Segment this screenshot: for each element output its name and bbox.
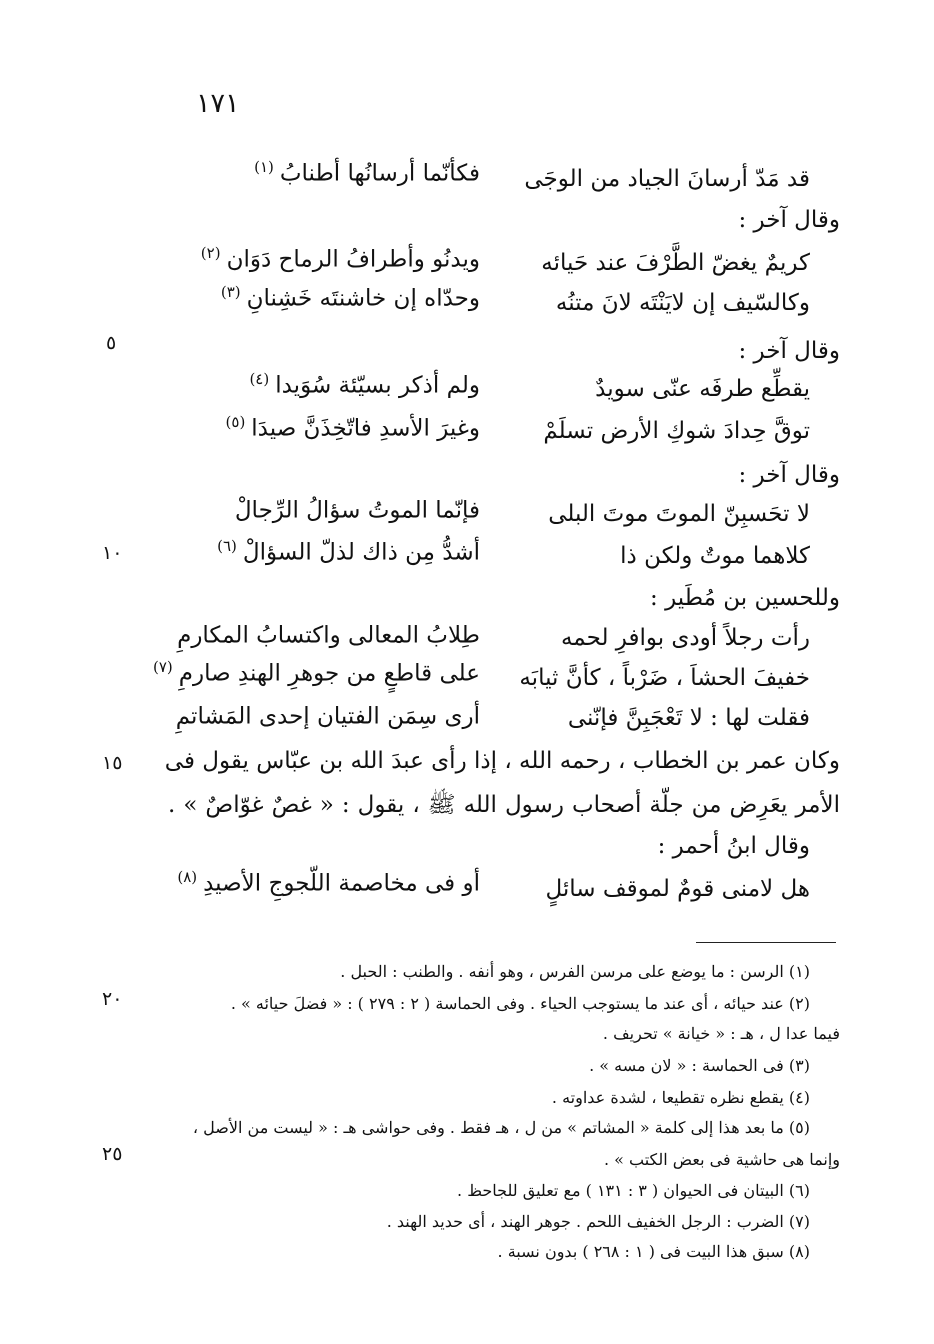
verse-text: وغيرَ الأسدِ فاتّخِذَنَّ صيدَا — [251, 415, 480, 442]
verse-left-hemistich — [177, 868, 480, 897]
footnote: (٤) يقطع نظره تقطيعا ، لشدة عداوته . — [551, 1088, 810, 1107]
footnote: (١) الرسن : ما يوضع على مرسن الفرس ، وهو أنفه . والطنب : الحبل . — [340, 962, 810, 981]
verse-right-hemistich: كريمٌ يغضّ الطَّرْفَ عند حَيائه — [541, 250, 810, 276]
prose-line: الأمر يعَرِض من جلّة أصحاب رسول الله ﷺ ، يقول : « غصٌ غوّاصٌ » . — [168, 792, 840, 818]
verse-text: أرى سِمَن الفتيان إحدى المَشاتمِ — [175, 703, 480, 730]
verse-right-hemistich: قد مَدّ أرسانَ الجياد من الوجَى — [524, 166, 810, 192]
margin-line-number: ٥ — [106, 332, 117, 354]
margin-line-number: ٢٥ — [102, 1143, 123, 1165]
verse-left-hemistich — [229, 495, 480, 524]
verse-text: فكأنّما أرسانُها أطنابُ — [279, 160, 480, 187]
verse-right-hemistich: يقطِّع طرفَه عنّى سويدٌ — [595, 376, 810, 402]
verse-text: أو فى مخاصمة اللّجوجِ الأصيدِ — [203, 870, 480, 897]
footnote: (٨) سبق هذا البيت فى ( ١ : ٢٦٨ ) بدون نسبة . — [497, 1242, 810, 1261]
verse-text: طِلابُ المعالى واكتسابُ المكارمِ — [177, 622, 480, 649]
speaker-intro: وقال ابنُ أحمر : — [657, 833, 810, 859]
verse-left-hemistich — [171, 620, 480, 649]
footnote-marker: (٧) — [152, 658, 173, 676]
footnote-marker: (٥) — [225, 413, 246, 431]
page-number: ١٧١ — [196, 88, 240, 119]
verse-right-hemistich: هل لامنى قومٌ لموقف سائلٍ — [545, 876, 810, 902]
verse-text: ولم أذكر بسيّئة سُوَيدا — [275, 372, 480, 399]
margin-line-number: ١٠ — [102, 542, 123, 564]
footnote-divider — [696, 942, 836, 943]
speaker-intro: وقال آخر : — [738, 338, 840, 364]
verse-right-hemistich: توقَّ حِدادَ شوكِ الأرض تسلَمْ — [543, 418, 810, 444]
footnote-marker: (١) — [254, 158, 274, 176]
prose-line: وكان عمر بن الخطاب ، رحمه الله ، إذا رأى عبدَ الله بن عبّاس يقول فى — [164, 748, 840, 774]
footnote-continuation: وإنما هى حاشية فى بعض الكتب » . — [603, 1150, 840, 1169]
verse-left-hemistich — [170, 701, 480, 730]
margin-line-number: ١٥ — [102, 752, 123, 774]
verse-text: فإنّما الموتُ سؤالُ الرِّجالْ — [234, 497, 480, 524]
verse-right-hemistich: وكالسّيف إن لايَنْتَه لانَ متنُه — [555, 290, 810, 316]
verse-text: ويدنُو وأطرافُ الرماح دَوَان — [226, 246, 480, 273]
footnote: (٢) عند حيائه ، أى عند ما يستوجب الحياء . وفى الحماسة ( ٢ : ٢٧٩ ) : « فضلَ حيائه » . — [230, 994, 810, 1013]
verse-left-hemistich — [153, 658, 480, 687]
footnote: (٣) فى الحماسة : « لان مسه » . — [589, 1056, 810, 1075]
verse-text: وحدّاه إن خاشنتَه خَشِنانِ — [246, 285, 480, 312]
verse-left-hemistich — [249, 370, 480, 399]
footnote-continuation: فيما عدا ل ، هـ : « خيانة » تحريف . — [602, 1024, 840, 1043]
verse-right-hemistich: كلاهما موتٌ ولكن ذا — [620, 543, 810, 569]
footnote-marker: (٨) — [177, 868, 198, 886]
footnote: (٦) البيتان فى الحيوان ( ٣ : ١٣١ ) مع تعليق للجاحظ . — [457, 1181, 810, 1200]
speaker-intro: وقال آخر : — [738, 462, 840, 488]
verse-right-hemistich: فقلت لها : لا تَعْجَبِنَّ فإنّنى — [567, 705, 810, 731]
footnote-marker: (٤) — [249, 370, 270, 388]
verse-text: على قاطعٍ من جوهرِ الهندِ صارمِ — [178, 660, 480, 687]
footnote-marker: (٢) — [200, 244, 221, 262]
verse-right-hemistich: لا تحَسبِنّ الموتَ موتَ البلى — [548, 501, 810, 527]
verse-right-hemistich: خفيفَ الحشاَ ، ضَرْباً ، كأنَّ ثيابَه — [519, 665, 810, 691]
verse-left-hemistich — [201, 244, 480, 273]
verse-left-hemistich — [217, 537, 480, 566]
verse-text: أشدُّ مِن ذاك لذلّ السؤالْ — [242, 539, 480, 566]
speaker-intro: وللحسين بن مُطَير : — [650, 585, 840, 611]
footnote: (٥) ما بعد هذا إلى كلمة « المشاتم » من ل ، هـ فقط . وفى حواشى هـ : « ليست من الأصل ، — [192, 1118, 810, 1137]
margin-line-number: ٢٠ — [102, 988, 123, 1010]
speaker-intro: وقال آخر : — [738, 207, 840, 233]
footnote-marker: (٣) — [220, 283, 241, 301]
verse-left-hemistich — [221, 283, 480, 312]
verse-left-hemistich — [226, 413, 480, 442]
footnote-marker: (٦) — [217, 537, 237, 555]
verse-right-hemistich: رأت رجلاً أودى بوافرِ لحمه — [560, 625, 810, 651]
footnote: (٧) الضرب : الرجل الخفيف اللحم . جوهر الهند ، أى حديد الهند . — [386, 1212, 810, 1231]
verse-left-hemistich — [254, 158, 480, 187]
